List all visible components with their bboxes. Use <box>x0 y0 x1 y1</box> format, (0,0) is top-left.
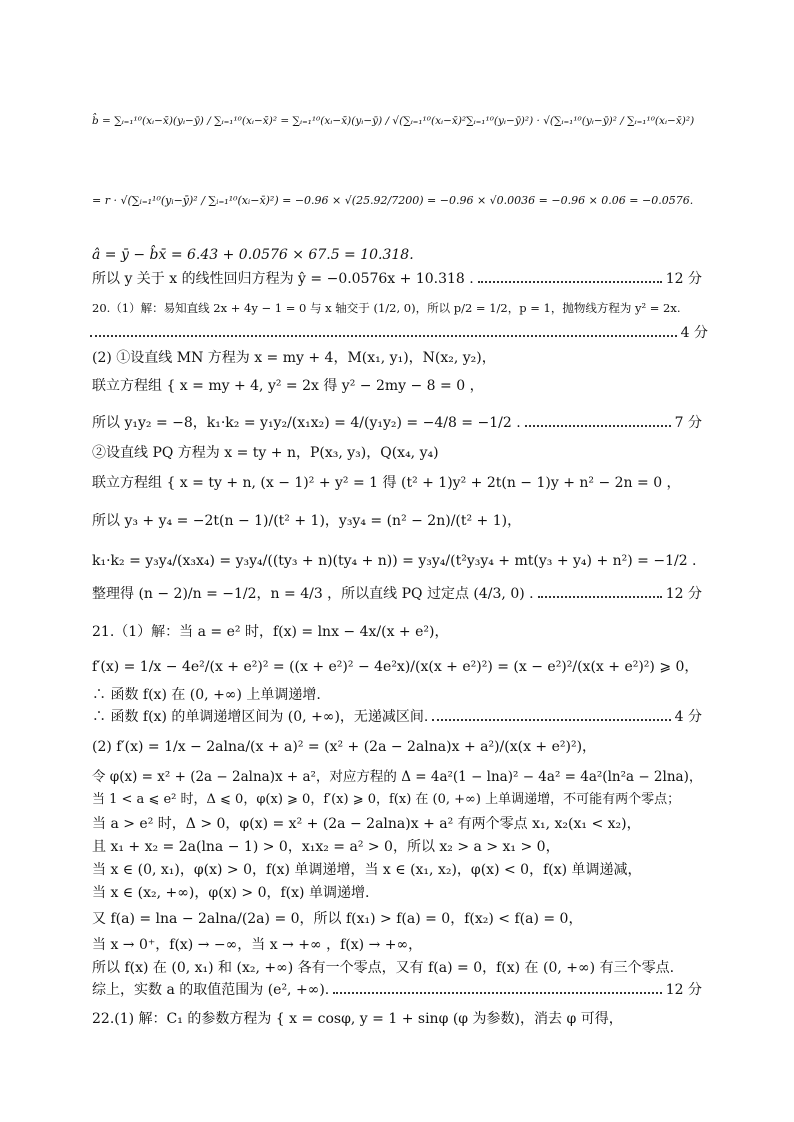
line-text: 当 a > e² 时，Δ > 0，φ(x) = x² + (2a − 2alna)x + a² 有两个零点 x₁, x₂(x₁ < x₂)， <box>92 816 641 832</box>
line-text: ∴ 函数 f(x) 的单调递增区间为 (0, +∞)，无递减区间. <box>92 709 429 725</box>
line-text: 又 f(a) = lna − 2alna/(2a) = 0，所以 f(x₁) > f(a) = 0，f(x₂) < f(a) = 0， <box>92 911 583 927</box>
line-text: 综上，实数 a 的取值范围为 (e², +∞). <box>92 982 330 998</box>
line-text: 所以 y₁y₂ = −8，k₁·k₂ = y₁y₂/(x₁x₂) = 4/(y₁y₂) = −4/8 = −1/2 . <box>92 415 521 431</box>
q20-part1-score <box>86 324 708 342</box>
dotted-leader <box>478 280 662 283</box>
line-text: 整理得 (n − 2)/n = −1/2，n = 4/3 ，所以直线 PQ 过定点 (4/3, 0) . <box>92 586 534 602</box>
line-text: (2) ①设直线 MN 方程为 x = my + 4，M(x₁, y₁)，N(x₂, y₂)， <box>92 350 496 366</box>
q20-k1k2-expression <box>92 552 702 570</box>
q21-derivative <box>92 658 702 676</box>
line-text: ②设直线 PQ 方程为 x = ty + n，P(x₃, y₃)，Q(x₄, y₄) <box>92 445 439 461</box>
line-text: 当 x → 0⁺，f(x) → −∞，当 x → +∞ ，f(x) → +∞， <box>92 937 423 953</box>
q21-part2-derivative <box>92 738 702 756</box>
q20-vieta <box>92 512 702 530</box>
q21-conclusion <box>92 981 702 999</box>
q21-roots <box>92 838 702 856</box>
line-text: 令 φ(x) = x² + (2a − 2alna)x + a²，对应方程的 Δ = 4a²(1 − lna)² − 4a² = 4a²(ln²a − 2lna)， <box>92 769 703 785</box>
q21-three-zeros <box>92 959 702 977</box>
formula-text: = r · √(∑ᵢ₌₁¹⁰(yᵢ−ȳ)² / ∑ᵢ₌₁¹⁰(xᵢ−x̄)²) = −0.96 × √(25.92/7200) = −0.96 × √0.0036 = −0.96 × 0.06 = −0.0576. <box>92 194 694 207</box>
line-text: 当 1 < a ⩽ e² 时，Δ ⩽ 0，φ(x) ⩾ 0，f′(x) ⩾ 0，f(x) 在 (0, +∞) 上单调递增，不可能有两个零点； <box>92 792 681 807</box>
formula-text: â = ȳ − b̂x̄ = 6.43 + 0.0576 × 67.5 = 10.318. <box>92 247 414 263</box>
line-text: f′(x) = 1/x − 4e²/(x + e²)² = ((x + e²)² − 4e²x)/(x(x + e²)²) = (x − e²)²/(x(x + e²)²) ⩾ 0， <box>92 659 699 675</box>
line-text: 20.（1）解：易知直线 2x + 4y − 1 = 0 与 x 轴交于 (1/2, 0)，所以 p/2 = 1/2，p = 1，抛物线方程为 y² = 2x. <box>92 301 681 315</box>
line-text: 当 x ∈ (0, x₁)，φ(x) > 0，f(x) 单调递增，当 x ∈ (x₁, x₂)，φ(x) < 0，f(x) 单调递减， <box>92 862 642 878</box>
dotted-leader <box>90 334 677 337</box>
q21-interval <box>92 708 702 726</box>
q20-pq-system <box>92 474 702 492</box>
q20-pq-setup <box>92 444 702 462</box>
formula-a-hat <box>92 246 702 264</box>
score-label: 7 分 <box>674 415 702 431</box>
dotted-leader <box>432 718 670 721</box>
dotted-leader <box>525 424 671 427</box>
line-text: 所以 f(x) 在 (0, x₁) 和 (x₂, +∞) 各有一个零点，又有 f(a) = 0，f(x) 在 (0, +∞) 有三个零点. <box>92 960 675 976</box>
dotted-leader <box>333 991 661 994</box>
score-label: 12 分 <box>665 982 702 998</box>
line-text: 联立方程组 { x = my + 4, y² = 2x 得 y² − 2my − 8 = 0 ， <box>92 378 484 394</box>
q21-fa <box>92 910 702 928</box>
score-label: 4 分 <box>680 325 708 341</box>
q21-limits <box>92 936 702 954</box>
line-text: 所以 y₃ + y₄ = −2t(n − 1)/(t² + 1)，y₃y₄ = (n² − 2n)/(t² + 1)， <box>92 513 522 529</box>
q21-case2 <box>92 815 702 833</box>
formula-b-hat <box>92 112 702 130</box>
regression-conclusion <box>92 270 702 288</box>
formula-text: b̂ = ∑ᵢ₌₁¹⁰(xᵢ−x̄)(yᵢ−ȳ) / ∑ᵢ₌₁¹⁰(xᵢ−x̄)² = ∑ᵢ₌₁¹⁰(xᵢ−x̄)(yᵢ−ȳ) / √(∑ᵢ₌₁¹⁰(xᵢ−x̄)²∑ᵢ₌₁¹⁰(yᵢ−ȳ)²) · √(∑ᵢ₌₁¹⁰(yᵢ−ȳ)² / ∑ᵢ₌₁¹⁰(xᵢ−x̄)²) <box>92 115 695 127</box>
q22-part1 <box>92 1010 702 1028</box>
q21-part1 <box>92 623 702 641</box>
q20-mn-system <box>92 377 702 395</box>
score-label: 12 分 <box>665 271 702 287</box>
q21-phi-def <box>92 768 702 786</box>
line-text: ∴ 函数 f(x) 在 (0, +∞) 上单调递增. <box>92 687 321 703</box>
line-text: 且 x₁ + x₂ = 2a(lna − 1) > 0，x₁x₂ = a² > 0，所以 x₂ > a > x₁ > 0， <box>92 839 560 855</box>
dotted-leader <box>538 595 662 598</box>
line-text: 所以 y 关于 x 的线性回归方程为 ŷ = −0.0576x + 10.318 . <box>92 271 474 287</box>
q20-mn-setup <box>92 349 702 367</box>
line-text: 联立方程组 { x = ty + n, (x − 1)² + y² = 1 得 (t² + 1)y² + 2t(n − 1)y + n² − 2n = 0 ， <box>92 475 681 491</box>
q20-part1 <box>92 299 702 317</box>
line-text: 21.（1）解：当 a = e² 时，f(x) = lnx − 4x/(x + e²)， <box>92 624 449 640</box>
q21-monotonic2 <box>92 884 702 902</box>
line-text: k₁·k₂ = y₃y₄/(x₃x₄) = y₃y₄/((ty₃ + n)(ty₄ + n)) = y₃y₄/(t²y₃y₄ + mt(y₃ + y₄) + n²) = −1/2 . <box>92 553 697 569</box>
formula-r-line <box>92 192 702 210</box>
line-text: (2) f′(x) = 1/x − 2alna/(x + a)² = (x² + (2a − 2alna)x + a²)/(x(x + e²)²)， <box>92 739 597 755</box>
line-text: 22.(1) 解：C₁ 的参数方程为 { x = cosφ, y = 1 + sinφ (φ 为参数)，消去 φ 可得， <box>92 1011 623 1027</box>
score-label: 4 分 <box>674 709 702 725</box>
q21-case1 <box>92 791 702 809</box>
line-text: 当 x ∈ (x₂, +∞)，φ(x) > 0，f(x) 单调递增. <box>92 885 370 901</box>
q20-k1k2-result <box>92 414 702 432</box>
q21-monotonic1 <box>92 861 702 879</box>
q21-increasing <box>92 686 702 704</box>
q20-fixed-point <box>92 585 702 603</box>
score-label: 12 分 <box>665 586 702 602</box>
